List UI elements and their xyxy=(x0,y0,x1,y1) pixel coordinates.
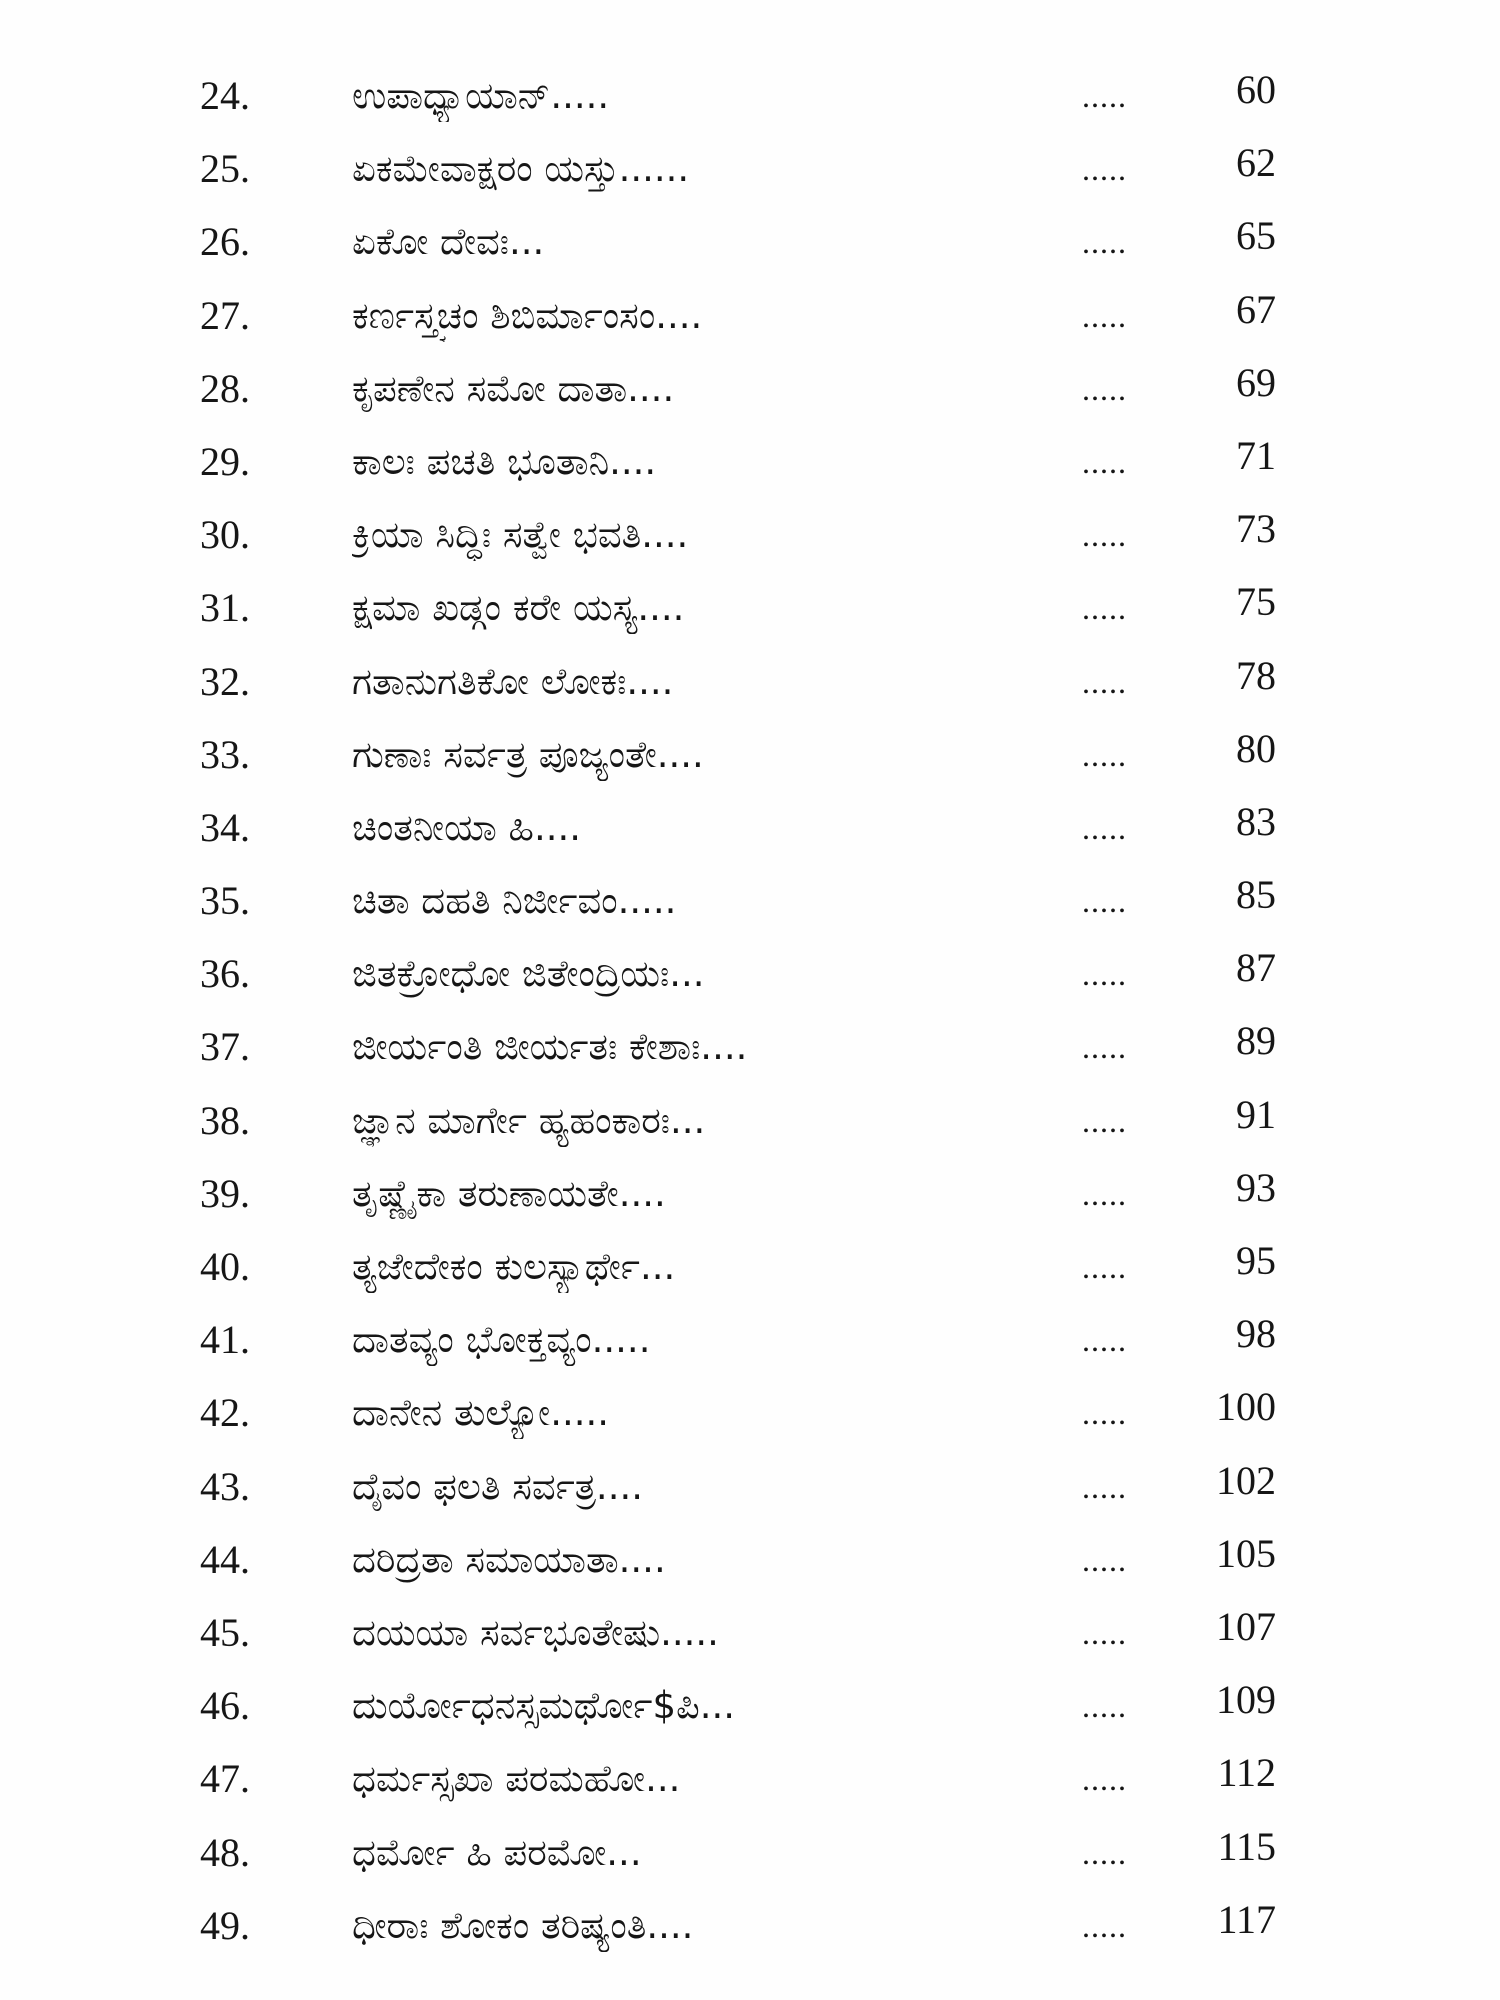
table-of-contents xyxy=(200,64,1300,1967)
toc-entry xyxy=(200,1747,1300,1820)
entry-title: ದಾತವ್ಯಂ ಭೋಕ್ತವ್ಯಂ..... xyxy=(352,1318,651,1362)
entry-title: ಏಕಮೇವಾಕ್ಷರಂ ಯಸ್ತು...... xyxy=(352,147,690,191)
entry-page-number: 60 xyxy=(1236,67,1276,112)
entry-number: 46. xyxy=(200,1683,250,1729)
toc-entry xyxy=(200,284,1300,357)
entry-number: 31. xyxy=(200,585,250,631)
entry-title: ಗುಣಾಃ ಸರ್ವತ್ರ ಪೂಜ್ಯಂತೇ.... xyxy=(352,732,704,776)
toc-entry xyxy=(200,137,1300,210)
entry-leader-dots: ..... xyxy=(1082,1614,1127,1651)
entry-page-number: 85 xyxy=(1236,872,1276,918)
toc-entry xyxy=(200,796,1300,869)
toc-entry xyxy=(200,1381,1300,1454)
entry-page-number: 112 xyxy=(1217,1750,1276,1796)
entry-leader-dots: ..... xyxy=(1082,1541,1127,1578)
entry-leader-dots: ..... xyxy=(1082,663,1127,700)
entry-leader-dots: ..... xyxy=(1082,1907,1127,1944)
entry-page-number: 73 xyxy=(1236,506,1276,552)
entry-title: ಚಿತಾ ದಹತಿ ನಿರ್ಜೀವಂ..... xyxy=(352,879,677,923)
toc-entry xyxy=(200,503,1300,576)
entry-title: ಉಪಾಧ್ಯಾಯಾನ್..... xyxy=(352,74,610,117)
entry-leader-dots: ..... xyxy=(1082,1761,1127,1798)
toc-entry xyxy=(200,576,1300,649)
toc-entry xyxy=(200,1528,1300,1601)
entry-title: ದೈವಂ ಫಲತಿ ಸರ್ವತ್ರ.... xyxy=(352,1464,643,1508)
entry-title: ಜಿತಕ್ರೋಧೋ ಜಿತೇಂದ್ರಿಯಃ... xyxy=(352,952,705,996)
entry-page-number: 65 xyxy=(1236,213,1276,259)
entry-page-number: 62 xyxy=(1236,140,1276,186)
entry-leader-dots: ..... xyxy=(1082,224,1127,261)
toc-entry xyxy=(200,64,1300,137)
entry-title: ಕರ್ಣಸ್ತ್ವಚಂ ಶಿಬಿರ್ಮಾಂಸಂ.... xyxy=(352,293,703,337)
entry-title: ಜೀರ್ಯಂತಿ ಜೀರ್ಯತಃ ಕೇಶಾಃ.... xyxy=(352,1025,748,1069)
entry-number: 32. xyxy=(200,658,250,704)
toc-entry xyxy=(200,1821,1300,1894)
toc-entry xyxy=(200,650,1300,723)
entry-number: 34. xyxy=(200,804,250,850)
entry-leader-dots: ..... xyxy=(1082,883,1127,920)
entry-number: 25. xyxy=(200,146,250,192)
entry-page-number: 105 xyxy=(1216,1530,1276,1576)
entry-title: ಧೀರಾಃ ಶೋಕಂ ತರಿಷ್ಯಂತಿ.... xyxy=(352,1903,694,1947)
entry-page-number: 102 xyxy=(1216,1457,1276,1503)
entry-leader-dots: ..... xyxy=(1082,151,1127,188)
entry-title: ದಯಯಾ ಸರ್ವಭೂತೇಷು..... xyxy=(352,1610,719,1654)
toc-entry xyxy=(200,1162,1300,1235)
entry-leader-dots: ..... xyxy=(1082,1834,1127,1871)
entry-page-number: 69 xyxy=(1236,359,1276,405)
entry-leader-dots: ..... xyxy=(1082,1175,1127,1212)
entry-leader-dots: ..... xyxy=(1082,443,1127,480)
entry-title: ಧರ್ಮಸ್ಸಖಾ ಪರಮಹೋ... xyxy=(352,1757,681,1801)
entry-leader-dots: ..... xyxy=(1082,78,1127,114)
entry-number: 43. xyxy=(200,1463,250,1509)
entry-page-number: 100 xyxy=(1216,1384,1276,1430)
toc-entry xyxy=(200,210,1300,283)
entry-number: 49. xyxy=(200,1902,250,1948)
toc-entry xyxy=(200,869,1300,942)
entry-page-number: 75 xyxy=(1236,579,1276,625)
toc-entry xyxy=(200,1235,1300,1308)
entry-number: 24. xyxy=(200,73,250,118)
entry-title: ಕ್ಷಮಾ ಖಡ್ಗಂ ಕರೇ ಯಸ್ಯ.... xyxy=(352,586,685,630)
entry-title: ಧರ್ಮೋ ಹಿ ಪರಮೋ... xyxy=(352,1830,642,1874)
entry-page-number: 91 xyxy=(1236,1091,1276,1137)
entry-page-number: 95 xyxy=(1236,1238,1276,1283)
entry-leader-dots: ..... xyxy=(1082,370,1127,407)
entry-page-number: 117 xyxy=(1217,1896,1276,1942)
entry-leader-dots: ..... xyxy=(1082,1468,1127,1505)
entry-page-number: 87 xyxy=(1236,945,1276,991)
entry-leader-dots: ..... xyxy=(1082,1688,1127,1725)
entry-title: ದರಿದ್ರತಾ ಸಮಾಯಾತಾ.... xyxy=(352,1537,666,1581)
entry-number: 36. xyxy=(200,951,250,997)
entry-leader-dots: ..... xyxy=(1082,297,1127,334)
entry-number: 28. xyxy=(200,365,250,411)
toc-entry xyxy=(200,1894,1300,1967)
toc-entry xyxy=(200,1015,1300,1088)
entry-number: 30. xyxy=(200,512,250,558)
entry-number: 39. xyxy=(200,1170,250,1216)
entry-title: ದಾನೇನ ತುಲ್ಯೋ..... xyxy=(352,1391,610,1435)
entry-leader-dots: ..... xyxy=(1082,1029,1127,1066)
entry-page-number: 83 xyxy=(1236,798,1276,844)
toc-entry xyxy=(200,1308,1300,1381)
entry-leader-dots: ..... xyxy=(1082,1395,1127,1432)
entry-title: ದುರ್ಯೋಧನಸ್ಸಮರ್ಥೋ$ಪಿ... xyxy=(352,1684,736,1728)
toc-entry xyxy=(200,357,1300,430)
entry-title: ಏಕೋ ದೇವಃ... xyxy=(352,220,545,264)
entry-number: 37. xyxy=(200,1024,250,1070)
entry-title: ಚಿಂತನೀಯಾ ಹಿ.... xyxy=(352,805,582,849)
entry-leader-dots: ..... xyxy=(1082,590,1127,627)
entry-title: ಕ್ರಿಯಾ ಸಿದ್ಧಿಃ ಸತ್ವೇ ಭವತಿ.... xyxy=(352,513,689,557)
toc-entry xyxy=(200,1601,1300,1674)
entry-number: 38. xyxy=(200,1097,250,1143)
toc-entry xyxy=(200,430,1300,503)
entry-leader-dots: ..... xyxy=(1082,1102,1127,1139)
entry-title: ತ್ಯಜೇದೇಕಂ ಕುಲಸ್ಯಾರ್ಥೇ... xyxy=(352,1245,676,1288)
entry-title: ಜ್ಞಾನ ಮಾರ್ಗೇ ಹ್ಯಹಂಕಾರಃ... xyxy=(352,1098,706,1142)
entry-number: 47. xyxy=(200,1756,250,1802)
entry-number: 44. xyxy=(200,1536,250,1582)
entry-title: ಗತಾನುಗತಿಕೋ ಲೋಕಃ.... xyxy=(352,659,674,703)
entry-title: ಕೃಪಣೇನ ಸಮೋ ದಾತಾ.... xyxy=(352,366,675,410)
entry-number: 33. xyxy=(200,731,250,777)
entry-leader-dots: ..... xyxy=(1082,1249,1127,1285)
entry-number: 41. xyxy=(200,1317,250,1363)
entry-leader-dots: ..... xyxy=(1082,956,1127,993)
entry-number: 45. xyxy=(200,1609,250,1655)
entry-page-number: 109 xyxy=(1216,1677,1276,1723)
entry-page-number: 78 xyxy=(1236,652,1276,698)
toc-entry xyxy=(200,1455,1300,1528)
toc-entry xyxy=(200,1089,1300,1162)
entry-title: ಕಾಲಃ ಪಚತಿ ಭೂತಾನಿ.... xyxy=(352,439,657,483)
entry-page-number: 80 xyxy=(1236,725,1276,771)
entry-page-number: 89 xyxy=(1236,1018,1276,1064)
entry-number: 48. xyxy=(200,1829,250,1875)
entry-number: 27. xyxy=(200,292,250,338)
entry-page-number: 98 xyxy=(1236,1311,1276,1357)
entry-leader-dots: ..... xyxy=(1082,517,1127,554)
entry-page-number: 67 xyxy=(1236,286,1276,332)
entry-number: 26. xyxy=(200,219,250,265)
entry-page-number: 71 xyxy=(1236,432,1276,478)
toc-entry xyxy=(200,1674,1300,1747)
toc-entry xyxy=(200,723,1300,796)
entry-number: 29. xyxy=(200,438,250,484)
entry-number: 42. xyxy=(200,1390,250,1436)
toc-entry xyxy=(200,942,1300,1015)
entry-leader-dots: ..... xyxy=(1082,736,1127,773)
entry-page-number: 107 xyxy=(1216,1603,1276,1649)
entry-page-number: 115 xyxy=(1217,1823,1276,1869)
entry-number: 40. xyxy=(200,1244,250,1289)
entry-number: 35. xyxy=(200,878,250,924)
entry-page-number: 93 xyxy=(1236,1164,1276,1210)
entry-title: ತೃಷ್ಣೈಕಾ ತರುಣಾಯತೇ.... xyxy=(352,1171,666,1215)
entry-leader-dots: ..... xyxy=(1082,1322,1127,1359)
entry-leader-dots: ..... xyxy=(1082,809,1127,846)
